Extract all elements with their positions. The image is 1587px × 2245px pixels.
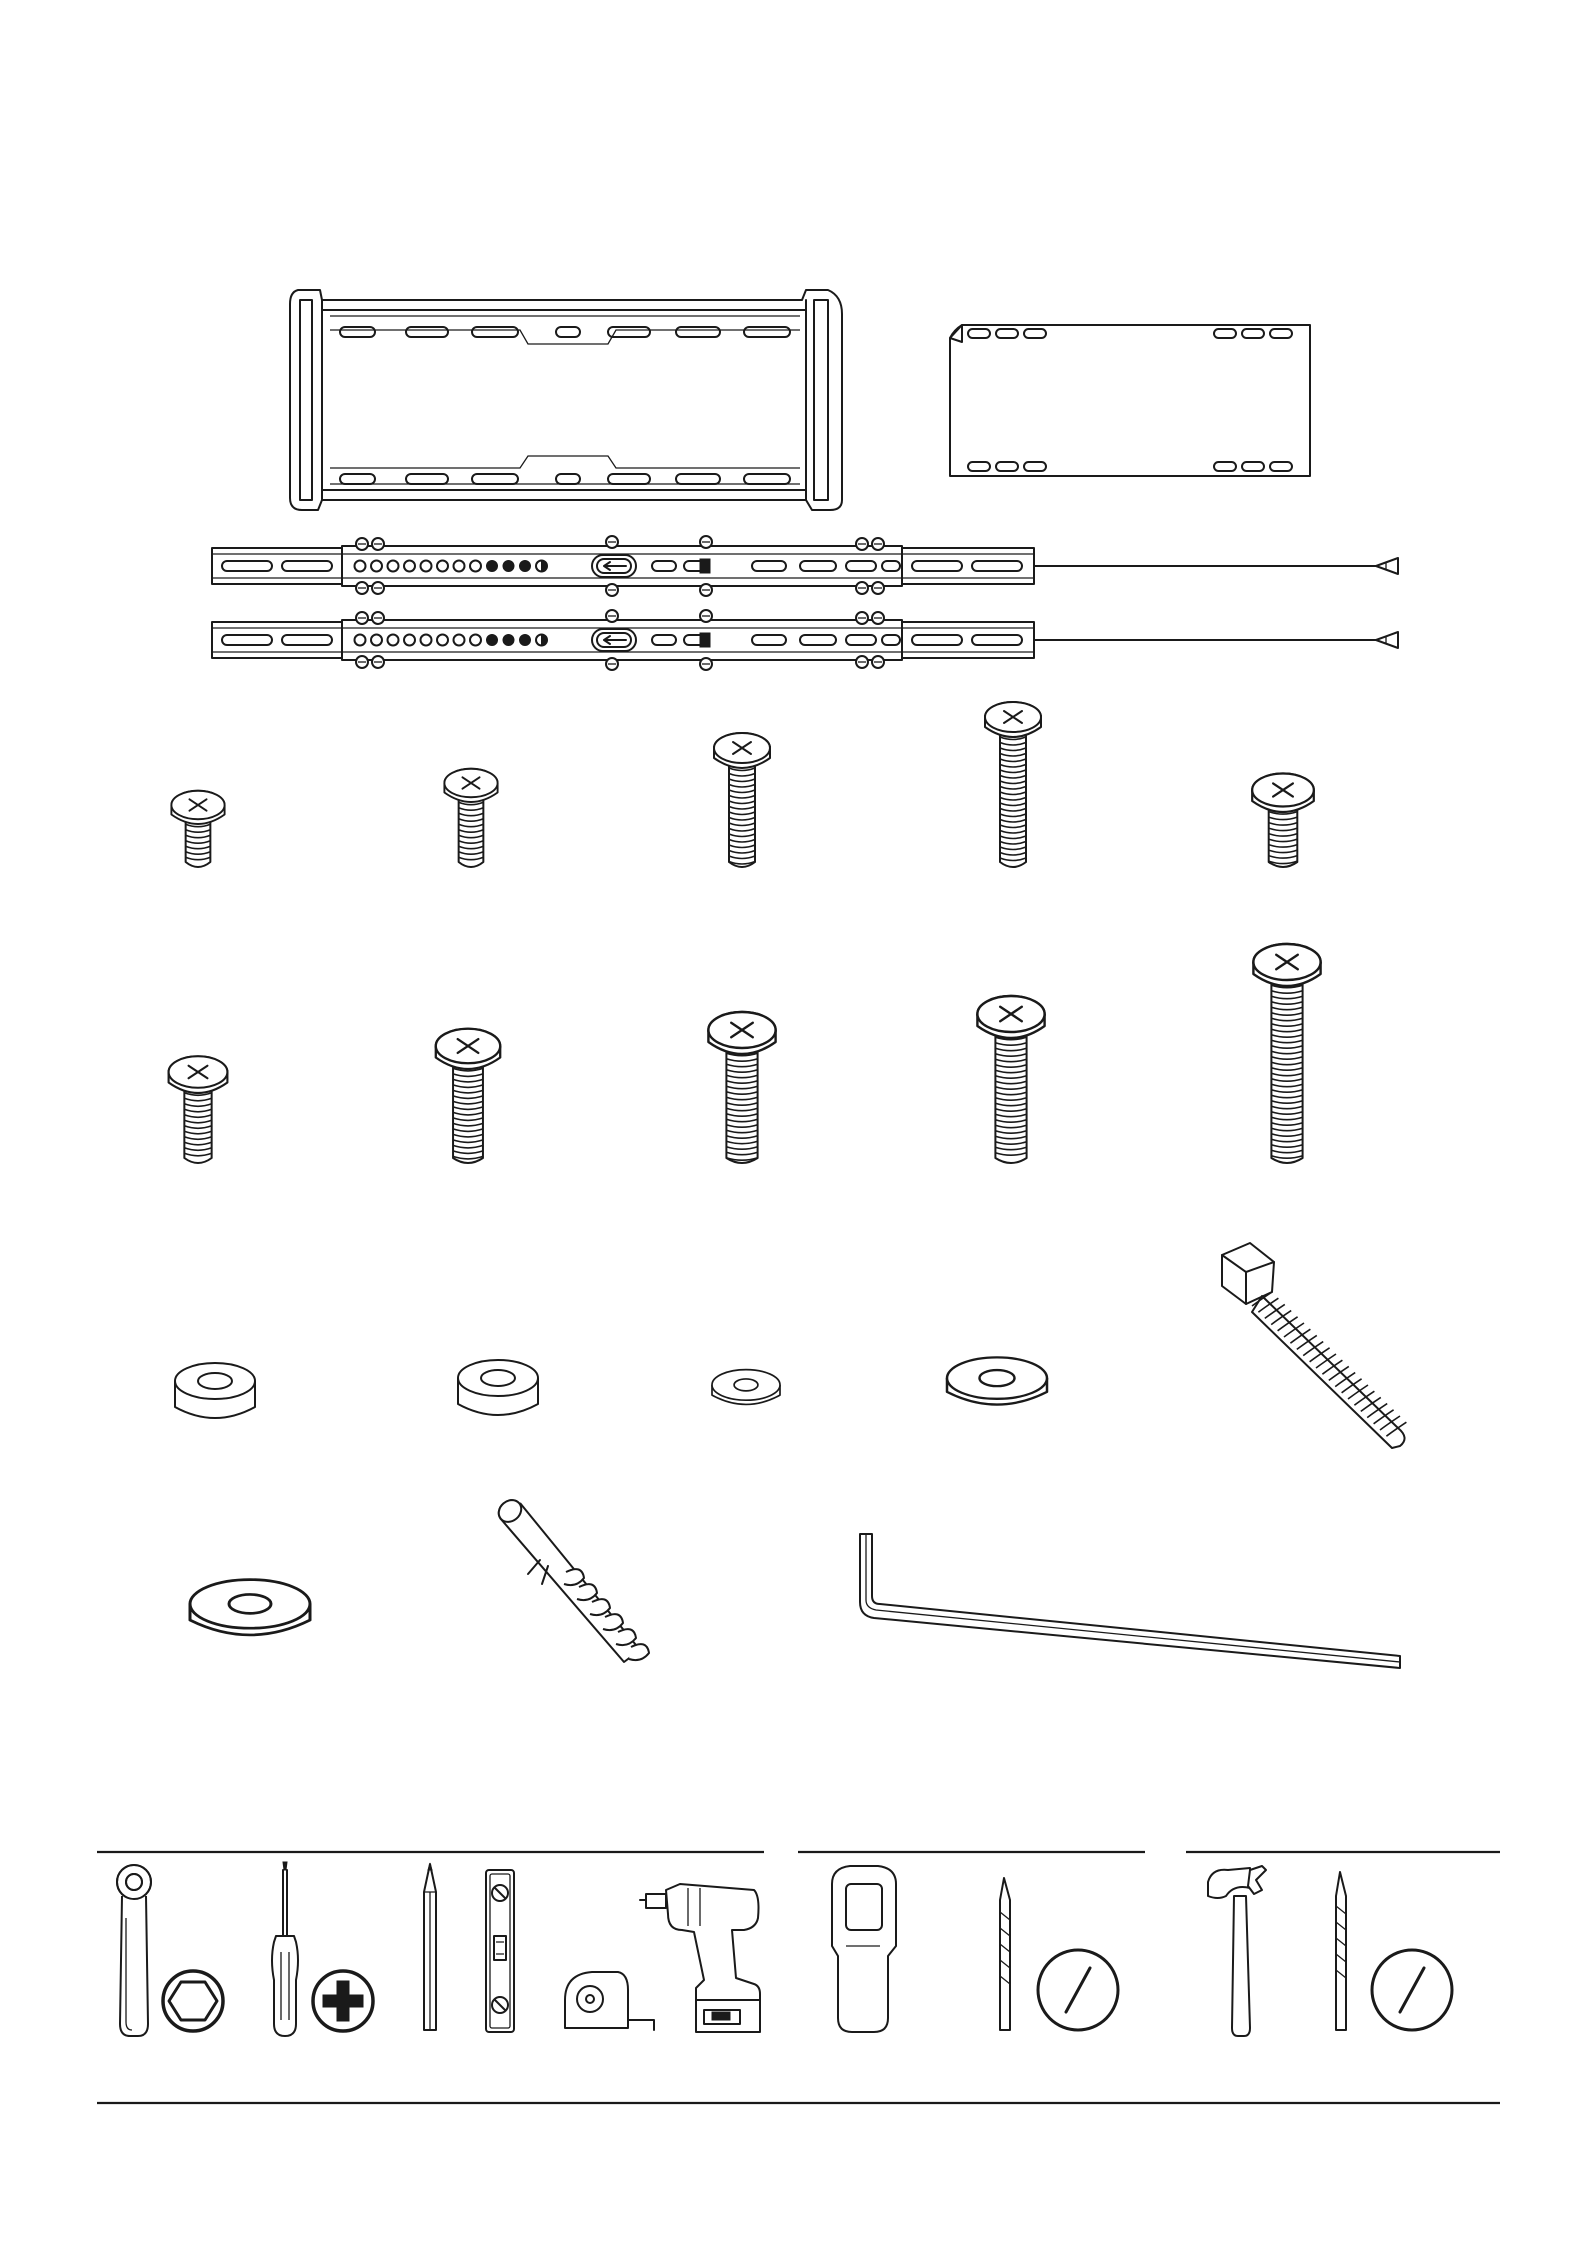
drill-hole-icon: [1038, 1950, 1118, 2030]
allen-key-icon: [860, 1534, 1400, 1668]
power-drill-icon: [640, 1884, 760, 2032]
hex-socket-icon: [163, 1971, 223, 2031]
washer-icon: [947, 1357, 1047, 1404]
screw-icon: [169, 1056, 228, 1163]
spacer-icon: [458, 1360, 538, 1415]
socket-wrench-icon: [117, 1865, 151, 2036]
masonry-drill-bit-icon: [1336, 1872, 1346, 2030]
drill-bit-icon: [1000, 1878, 1010, 2030]
spacer-icon: [175, 1363, 255, 1418]
stud-finder-icon: [832, 1866, 896, 2032]
washer-icon: [712, 1370, 780, 1405]
phillips-screwdriver-icon: [272, 1862, 298, 2036]
tv-bracket-arm-icon: [212, 610, 1398, 670]
drill-hole-icon: [1372, 1950, 1452, 2030]
screw-icon: [714, 733, 770, 867]
lag-bolt-icon: [1222, 1243, 1406, 1448]
screw-icon: [977, 996, 1044, 1163]
screw-icon: [708, 1012, 775, 1163]
screw-icon: [171, 791, 224, 867]
tape-measure-icon: [565, 1972, 654, 2030]
spirit-level-icon: [486, 1870, 514, 2032]
tv-bracket-arm-icon: [212, 536, 1398, 596]
screw-icon: [1252, 774, 1314, 868]
screw-icon: [985, 702, 1041, 867]
screw-icon: [1253, 944, 1320, 1163]
washer-icon: [190, 1580, 310, 1635]
wall-plate-icon: [290, 290, 842, 510]
hammer-icon: [1208, 1866, 1266, 2036]
screw-icon: [444, 769, 497, 867]
screw-icon: [436, 1029, 500, 1163]
wall-anchor-icon: [494, 1496, 649, 1662]
phillips-head-icon: [313, 1971, 373, 2031]
pencil-icon: [424, 1864, 436, 2030]
extension-plate-icon: [950, 325, 1310, 476]
